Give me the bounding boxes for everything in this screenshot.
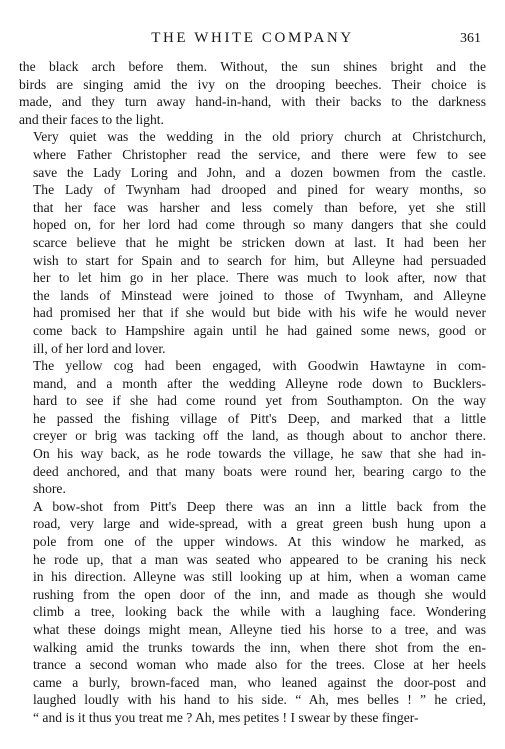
text-line: in his direction. Alleyne was still looking up at him, when a woman came bbox=[33, 569, 486, 585]
text-line: shore. bbox=[33, 481, 66, 497]
text-line: had promised her that if she would but bide with his wife he would never bbox=[33, 305, 486, 321]
text-line: he passed the fishing village of Pitt's Deep, and marked that a little bbox=[33, 410, 486, 426]
text-line: creyer or brig was tacking off the land, as though about to anchor there. bbox=[33, 428, 486, 444]
paragraph bbox=[19, 128, 486, 357]
text-line: birds are singing amid the ivy on the drooping beeches. Their choice is bbox=[19, 76, 486, 92]
text-line: made, and they turn away hand-in-hand, with their backs to the darkness bbox=[19, 94, 486, 110]
text-line: climb a tree, looking back the while with a laughing face. Wondering bbox=[33, 604, 486, 620]
body-text bbox=[19, 58, 486, 727]
page-header bbox=[20, 30, 485, 52]
text-line: scarce believe that he might be stricken down at last. It had been her bbox=[33, 234, 486, 250]
text-line: A bow-shot from Pitt's Deep there was an inn a little back from the bbox=[33, 498, 486, 514]
paragraph bbox=[19, 357, 486, 498]
text-line: that her face was harsher and less comely than before, yet she still bbox=[33, 199, 486, 215]
page-number: 361 bbox=[460, 31, 481, 46]
text-line: deed anchored, and that many boats were round her, bearing cargo to the bbox=[33, 463, 486, 479]
text-line: The yellow cog had been engaged, with Goodwin Hawtayne in com- bbox=[33, 358, 486, 374]
text-line: hoped on, for her lord had come through so many dangers that she could bbox=[33, 217, 486, 233]
text-line: where Father Christopher read the service, and there were few to see bbox=[33, 146, 486, 162]
text-line: walking amid the trunks towards the inn, when there shot from the en- bbox=[33, 639, 486, 655]
text-line: The Lady of Twynham had drooped and pined for weary months, so bbox=[33, 182, 486, 198]
text-line: her to let him go in her place. There was much to look after, now that bbox=[33, 270, 486, 286]
text-line: laughed loudly with his hand to his side. “ Ah, mes belles ! ” he cried, bbox=[33, 692, 486, 708]
text-line: what these doings might mean, Alleyne tied his horse to a tree, and was bbox=[33, 622, 486, 637]
running-title: THE WHITE COMPANY bbox=[151, 30, 354, 46]
text-line: trance a second woman who made also for the trees. Close at her heels bbox=[33, 657, 486, 673]
text-line: and their faces to the light. bbox=[19, 111, 164, 127]
text-line: pole from one of the upper windows. At this window he marked, as bbox=[33, 534, 486, 550]
text-line: road, very large and wide-spread, with a great green bush hung upon a bbox=[33, 516, 486, 532]
text-line: mand, and a month after the wedding Alleyne rode down to Bucklers- bbox=[33, 375, 486, 391]
text-line: the lands of Minstead were joined to those of Twynham, and Alleyne bbox=[33, 287, 486, 303]
text-line: rushing from the open door of the inn, and made as though she would bbox=[33, 586, 486, 602]
text-line: came a burly, brown-faced man, who leaned against the door-post and bbox=[33, 674, 486, 690]
text-line: On his way back, as he rode towards the village, he saw that she had in- bbox=[33, 446, 486, 462]
text-line: Very quiet was the wedding in the old priory church at Christchurch, bbox=[33, 129, 486, 145]
text-line: he rode up, that a man was seated who appeared to be craning his neck bbox=[33, 551, 486, 567]
paragraph bbox=[19, 498, 486, 727]
text-line: the black arch before them. Without, the sun shines bright and the bbox=[19, 59, 486, 74]
text-line: “ and is it thus you treat me ? Ah, mes petites ! I swear by these finger- bbox=[33, 709, 419, 725]
text-line: hard to see if she had come round yet from Southampton. On the way bbox=[33, 393, 486, 409]
text-line: wish to start for Spain and to search for him, but Alleyne had persuaded bbox=[33, 252, 486, 268]
paragraph bbox=[19, 58, 486, 128]
text-line: come back to Hampshire again until he had gained some news, good or bbox=[33, 322, 486, 338]
text-line: save the Lady Loring and John, and a dozen bowmen from the castle. bbox=[33, 164, 486, 180]
text-line: ill, of her lord and lover. bbox=[33, 340, 166, 356]
